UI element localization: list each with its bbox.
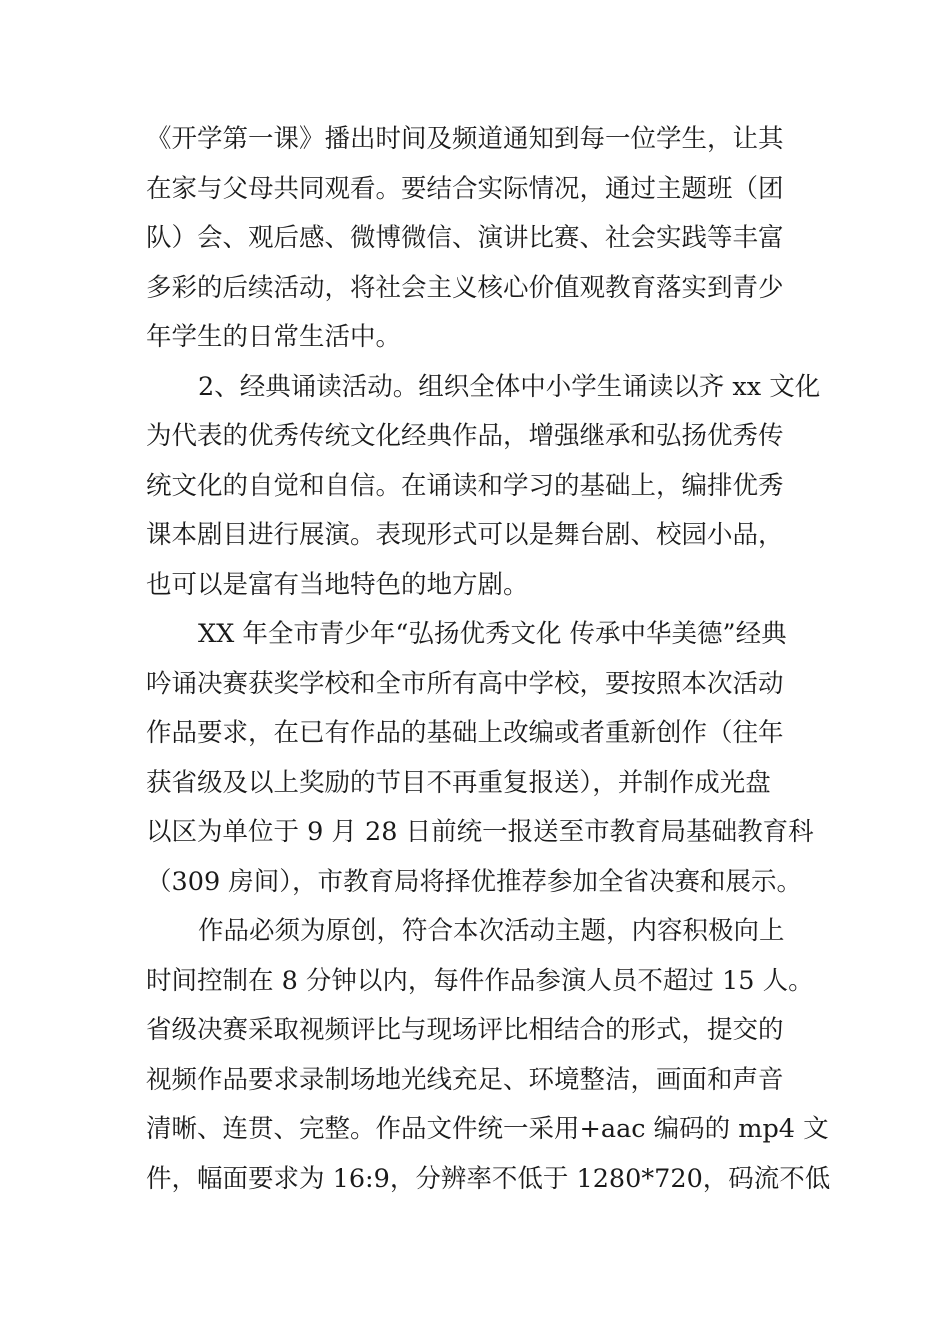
text-line-13: 作品要求，在已有作品的基础上改编或者重新创作（往年 (146, 718, 784, 748)
text-line-8: 统文化的自觉和自信。在诵读和学习的基础上，编排优秀 (146, 470, 784, 501)
text-line-9: 课本剧目进行展演。表现形式可以是舞台剧、校园小品， (146, 520, 784, 550)
text-line-12: 吟诵决赛获奖学校和全市所有高中学校，要按照本次活动 (146, 668, 784, 699)
text-line-21: 清晰、连贯、完整。作品文件统一采用+aac 编码的 mp4 文 (146, 1114, 829, 1144)
text-line-10: 也可以是富有当地特色的地方剧。 (146, 569, 529, 600)
text-line-22: 件，幅面要求为 16:9，分辨率不低于 1280*720，码流不低 (146, 1163, 831, 1194)
text-line-15: 以区为单位于 9 月 28 日前统一报送至市教育局基础教育科 (146, 817, 814, 847)
text-line-16: （309 房间），市教育局将择优推荐参加全省决赛和展示。 (146, 866, 803, 897)
text-line-14: 获省级及以上奖励的节目不再重复报送），并制作成光盘 (146, 767, 771, 798)
text-line-6: 2、经典诵读活动。组织全体中小学生诵读以齐 xx 文化 (198, 371, 821, 402)
text-line-5: 年学生的日常生活中。 (146, 322, 402, 352)
text-line-18: 时间控制在 8 分钟以内，每件作品参演人员不超过 15 人。 (146, 965, 814, 996)
text-line-7: 为代表的优秀传统文化经典作品，增强继承和弘扬优秀传 (146, 421, 784, 451)
text-line-20: 视频作品要求录制场地光线充足、环境整洁，画面和声音 (146, 1064, 784, 1095)
text-line-4: 多彩的后续活动，将社会主义核心价值观教育落实到青少 (146, 272, 784, 303)
text-line-2: 在家与父母共同观看。要结合实际情况，通过主题班（团 (146, 173, 784, 204)
text-line-11: XX 年全市青少年“弘扬优秀文化 传承中华美德”经典 (198, 619, 787, 649)
text-line-17: 作品必须为原创，符合本次活动主题，内容积极向上 (198, 916, 785, 946)
text-line-1: 《开学第一课》播出时间及频道通知到每一位学生，让其 (146, 124, 784, 154)
text-line-3: 队）会、观后感、微博微信、演讲比赛、社会实践等丰富 (146, 223, 784, 253)
document-body (146, 115, 831, 1204)
text-line-19: 省级决赛采取视频评比与现场评比相结合的形式，提交的 (146, 1015, 784, 1045)
